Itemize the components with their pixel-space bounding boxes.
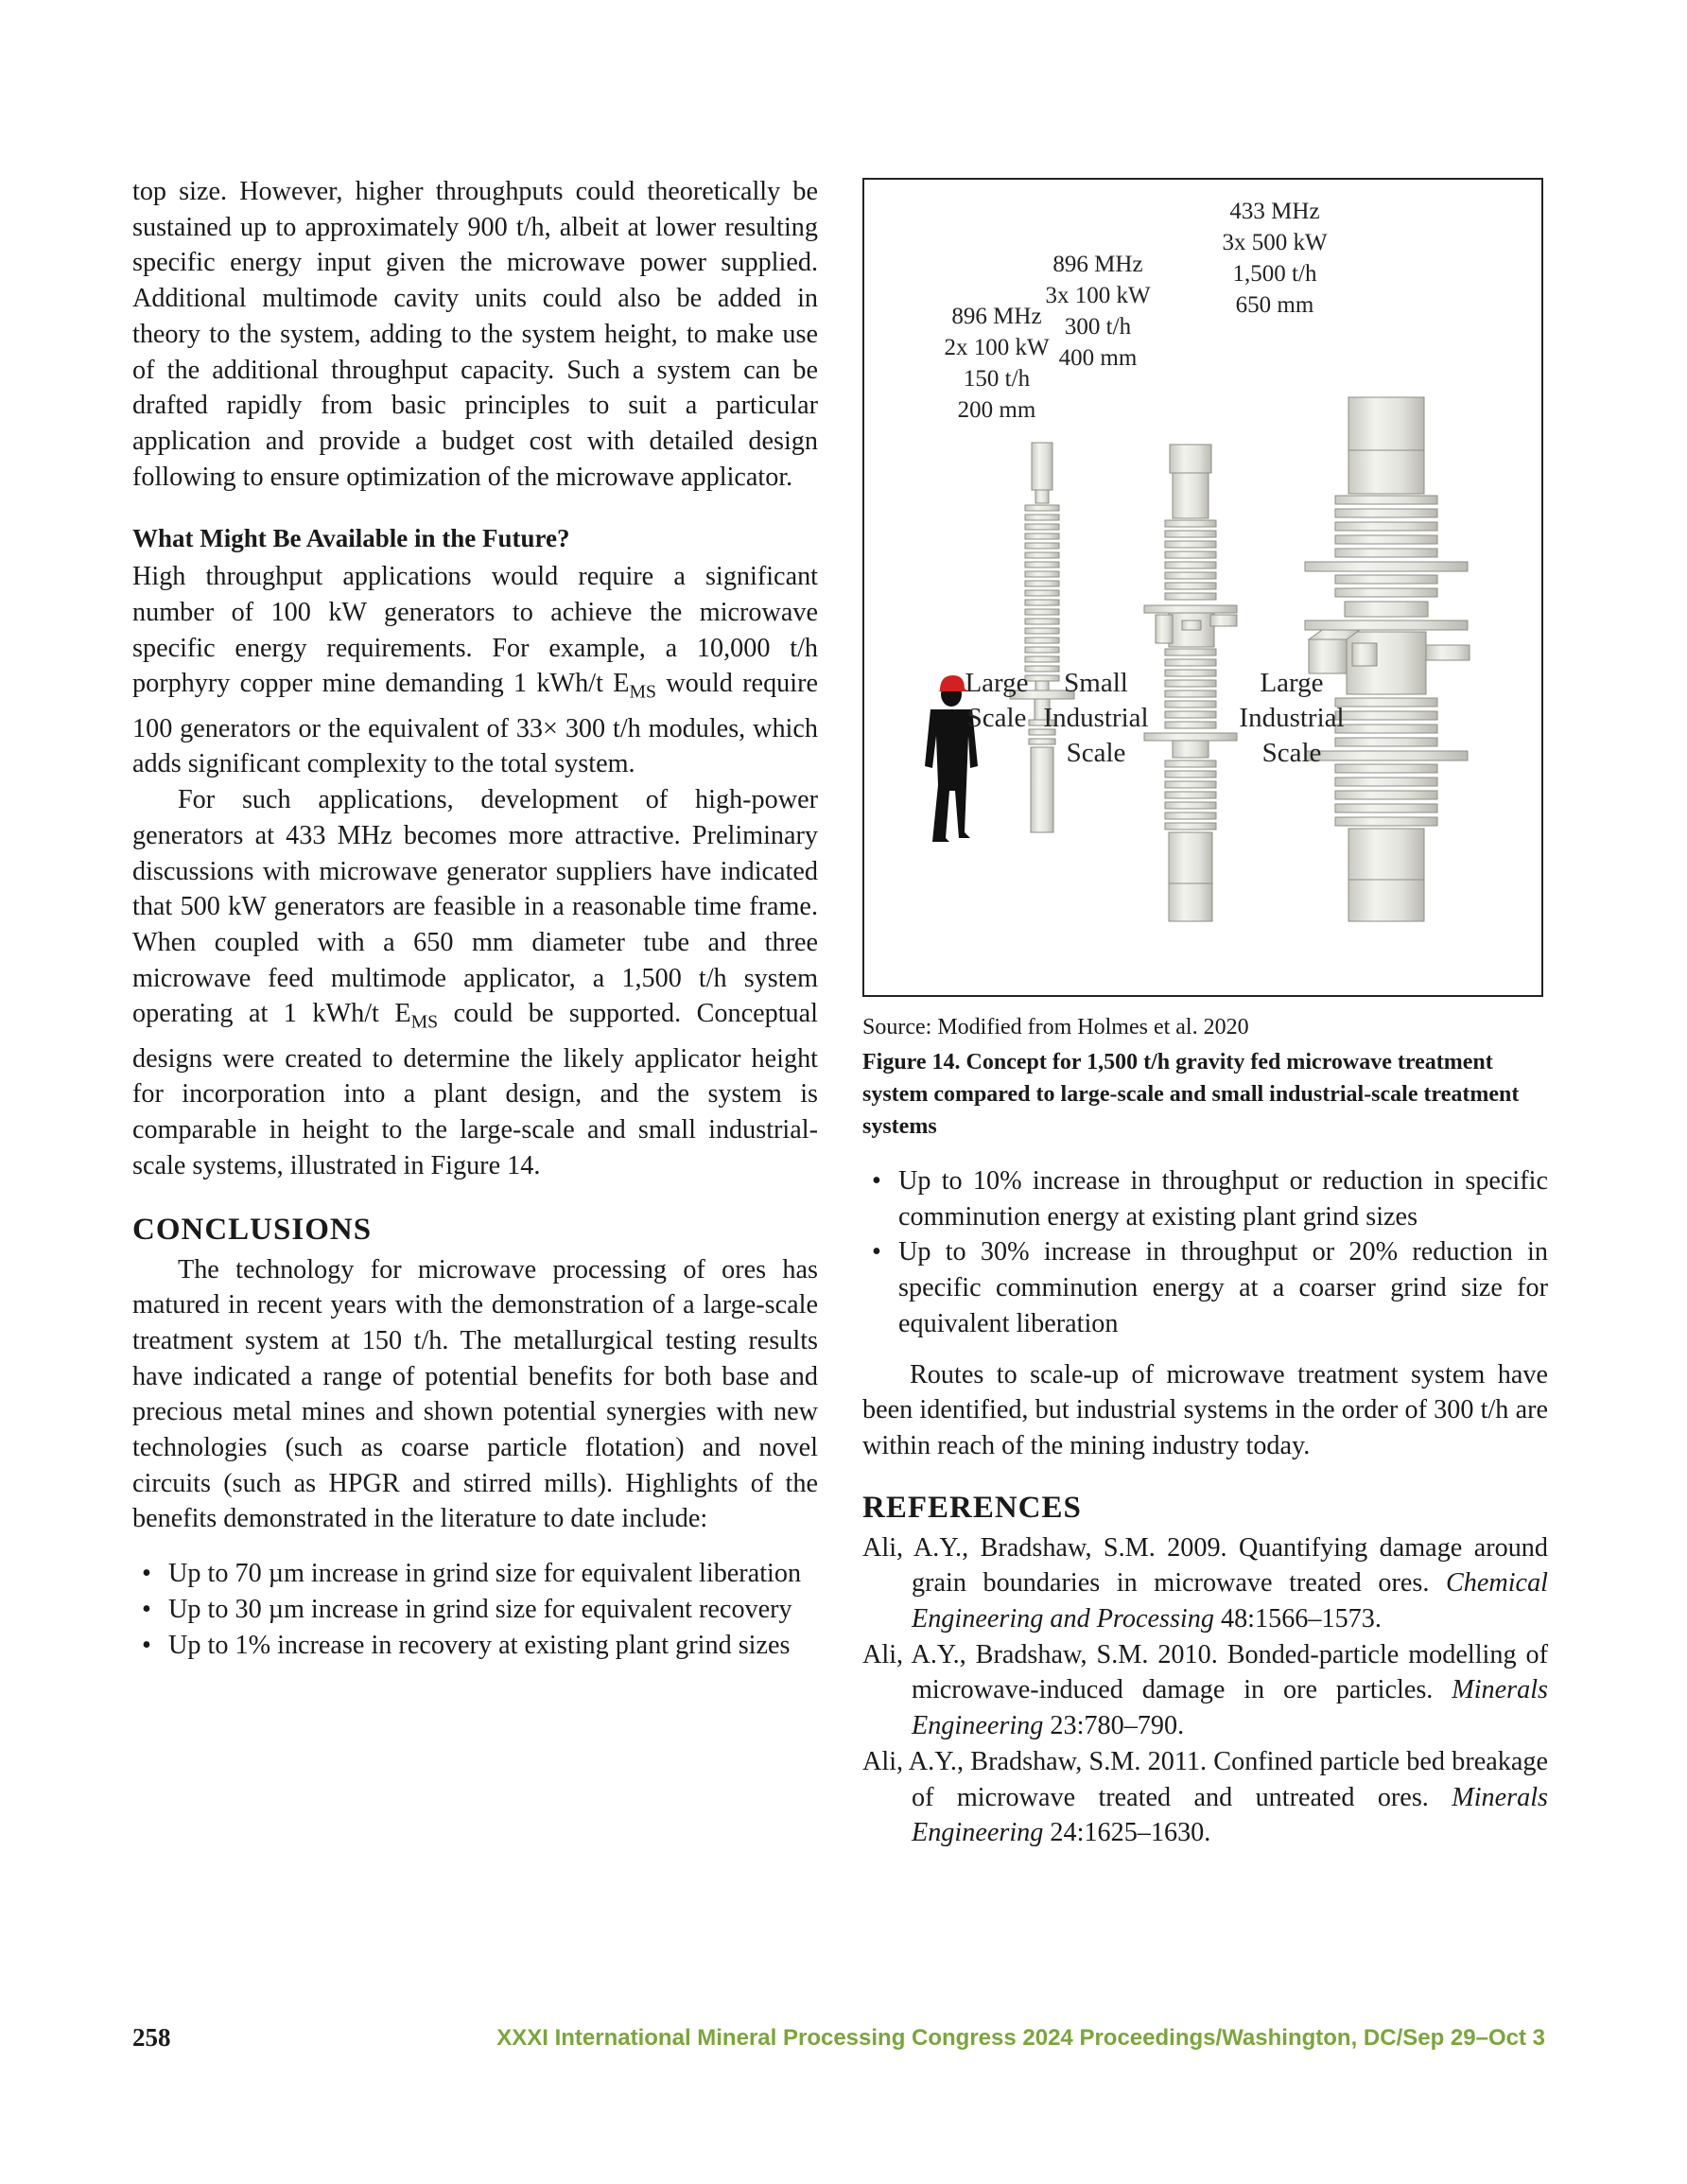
spec-line: 3x 100 kW xyxy=(1045,283,1151,308)
reference-text: Ali, A.Y., Bradshaw, S.M. 2011. Confined particle bed breakage of microwave treated and untreated ores. xyxy=(862,1746,1548,1812)
figure-14 xyxy=(862,178,1543,997)
left-column xyxy=(132,174,818,1663)
subscript: MS xyxy=(410,1012,439,1034)
spec-line: 1,500 t/h xyxy=(1232,261,1317,287)
list-item: • Up to 1% increase in recovery at existing plant grind sizes xyxy=(132,1628,818,1664)
page-number: 258 xyxy=(132,2023,171,2052)
paragraph-433mhz xyxy=(132,782,818,1183)
applicator-columns-illustration xyxy=(864,180,1545,999)
right-column xyxy=(862,178,1548,1851)
reference-tail: 48:1566–1573. xyxy=(1213,1604,1382,1634)
paragraph-scale-up: Routes to scale-up of microwave treatment system have been identified, but industrial systems in the order of 300 t/h are within reach of the mining industry today. xyxy=(862,1359,1548,1460)
list-item: • Up to 30 µm increase in grind size for equivalent recovery xyxy=(132,1592,818,1628)
text-part: could be supported. Conceptual designs were created to determine the likely applicator height for incorporation into a plant design, and the system is comparable in height to the large-scale and small industrial-scale systems, illustrated in Figure 14. xyxy=(132,999,818,1180)
text-part: High throughput applications would require a significant number of 100 kW generators to achieve the microwave specific energy requirements. For example, a 10,000 t/h porphyry copper mine demanding 1 kWh/t E xyxy=(132,562,818,699)
spec-line: 3x 500 kW xyxy=(1222,230,1328,255)
reference-text: Ali, A.Y., Bradshaw, S.M. 2010. Bonded-particle modelling of microwave-induced damage in ore particles. xyxy=(862,1639,1548,1705)
reference-journal: Chemical Engineering and Processing xyxy=(912,1568,1548,1634)
spec-line: 896 MHz xyxy=(951,304,1042,329)
small-industrial-column xyxy=(1144,445,1237,921)
reference-journal: Minerals Engineering xyxy=(912,1782,1548,1848)
spec-line: 896 MHz xyxy=(1052,252,1143,277)
figure-caption: Figure 14. Concept for 1,500 t/h gravity fed microwave treatment system compared to large-scale and small industrial-scale treatment systems xyxy=(862,1050,1520,1139)
label-line: Small xyxy=(1064,668,1128,698)
section-heading-future: What Might Be Available in the Future? xyxy=(132,524,570,553)
spec-line: 150 t/h xyxy=(963,366,1031,392)
spec-line: 433 MHz xyxy=(1229,199,1320,224)
label-line: Scale xyxy=(1261,738,1322,768)
list-item: • Up to 70 µm increase in grind size for equivalent liberation xyxy=(132,1556,818,1592)
large-industrial-column xyxy=(1305,397,1470,921)
label-line: Scale xyxy=(966,703,1027,733)
reference-entry xyxy=(862,1744,1548,1851)
paragraph-conclusions: The technology for microwave processing of ores has matured in recent years with the demonstration of a large-scale treatment system at 150 t/h. The metallurgical testing results have indicated a range of potential benefits for both base and precious metal mines and shown potential synergies with new technologies (such as coarse particle flotation) and novel circuits (such as HPGR and stirred mills). Highlights of the benefits demonstrated in the literature to date include: xyxy=(132,1254,818,1534)
subscript: MS xyxy=(629,682,657,704)
label-line: Scale xyxy=(1066,738,1126,768)
reference-entry xyxy=(862,1530,1548,1637)
text-part: For such applications, development of high-power generators at 433 MHz becomes more attractive. Preliminary discussions with microwave generator suppliers have indicated that 500 kW generators are feasible in a reasonable time frame. When coupled with a 650 mm diameter tube and three microwave feed multimode applicator, a 1,500 t/h system operating at 1 kWh/t E xyxy=(132,785,818,1029)
paragraph-high-throughput xyxy=(132,559,818,782)
conference-footer: XXXI International Mineral Processing Congress 2024 Proceedings/Washington, DC/Sep 29–Oct 3 xyxy=(496,2025,1545,2051)
label-line: Large xyxy=(1260,668,1324,698)
reference-text: Ali, A.Y., Bradshaw, S.M. 2009. Quantifying damage around grain boundaries in microwave treated ores. xyxy=(862,1532,1548,1599)
figure-source: Source: Modified from Holmes et al. 2020 xyxy=(862,1015,1249,1040)
label-line: Industrial xyxy=(1043,703,1149,733)
text-part: would require 100 generators or the equivalent of 33× 300 t/h modules, which adds significant complexity to the total system. xyxy=(132,669,818,779)
section-heading-references: REFERENCES xyxy=(862,1490,1082,1525)
reference-journal: Minerals Engineering xyxy=(912,1675,1548,1741)
benefits-list-right xyxy=(862,1163,1548,1342)
reference-tail: 24:1625–1630. xyxy=(1043,1818,1211,1848)
reference-tail: 23:780–790. xyxy=(1043,1711,1185,1741)
label-large-scale xyxy=(949,666,1044,736)
label-line: Large xyxy=(965,668,1029,698)
spec-line: 400 mm xyxy=(1058,345,1138,371)
paragraph-intro: top size. However, higher throughputs could theoretically be sustained up to approximately 900 t/h, albeit at lower resulting specific energy input given the microwave power supplied. Additional multimode cavity units could also be added in theory to the system, adding to the system height, to make use of the additional throughput capacity. Such a system can be drafted rapidly from basic principles to suit a particular application and provide a budget cost with detailed design following to ensure optimization of the microwave applicator. xyxy=(132,177,818,492)
label-large-industrial xyxy=(1226,666,1358,771)
spec-line: 650 mm xyxy=(1235,292,1314,318)
label-small-industrial xyxy=(1035,666,1157,771)
spec-line: 300 t/h xyxy=(1064,314,1132,340)
spec-line: 200 mm xyxy=(957,397,1036,423)
spec-line: 2x 100 kW xyxy=(944,335,1050,360)
large-scale-column xyxy=(1010,443,1074,832)
reference-entry xyxy=(862,1637,1548,1744)
benefits-list-left xyxy=(132,1556,818,1663)
list-item: • Up to 30% increase in throughput or 20% reduction in specific comminution energy at a coarser grind size for equivalent liberation xyxy=(862,1234,1548,1341)
reference-list xyxy=(862,1530,1548,1851)
label-line: Industrial xyxy=(1239,703,1345,733)
section-heading-conclusions: CONCLUSIONS xyxy=(132,1212,373,1247)
list-item: • Up to 10% increase in throughput or reduction in specific comminution energy at existing plant grind sizes xyxy=(862,1163,1548,1234)
